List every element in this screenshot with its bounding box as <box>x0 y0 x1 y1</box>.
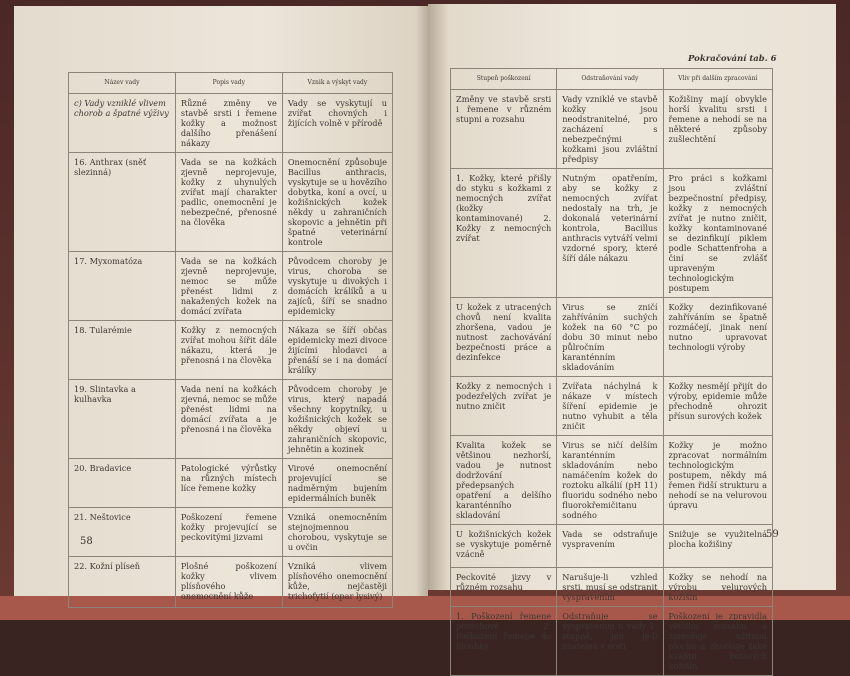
table-row <box>69 508 393 557</box>
table-row <box>69 459 393 508</box>
table-cell: Poškození řemene kožky projevující se peckovitými jizvami <box>175 508 282 557</box>
table-row <box>69 380 393 459</box>
table-cell: Plošné poškození kožky vlivem plísňového onemocnění kůže <box>175 557 282 608</box>
table-cell: Vada se na kožkách zjevně neprojevuje, nemoc se může přenést lidmi z nakažených kožek na domácí zvířata <box>175 252 282 321</box>
table-row <box>69 557 393 608</box>
table-cell: Virové onemocnění projevující se nadměrným bujením epidermálních buněk <box>282 459 392 508</box>
table-row <box>451 90 773 169</box>
table-cell: U kožek z utracených chovů není kvalita zhoršena, vadou je nutnost zachovávání bezpečnosti práce a dezinfekce <box>451 298 557 377</box>
table-cell: Nutným opatřením, aby se kožky z nemocných zvířat nedostaly na trh, je dokonalá veterinární kontrola, Bacillus anthracis vytváří velmi vzdorné spory, které šíří dále nákazu <box>557 169 663 298</box>
table-cell: Kožky je možno zpracovat normálním technologickým postupem, někdy má řemen řidší strukturu a nehodí se na velurovou úpravu <box>663 436 773 525</box>
table-row <box>69 153 393 252</box>
table-cell: Poškození je zpravidla většího rozsahu a zmenšuje užitnou plochu a zhoršuje také kvalitu hotových kožišin <box>663 607 773 676</box>
table-cell: Nákaza se šíří občas epidemicky mezi divoce žijícími hlodavci a přenáší se i na domácí králíky <box>282 321 392 380</box>
table-cell: 16. Anthrax (sněť slezinná) <box>69 153 176 252</box>
column-header: Vznik a výskyt vady <box>282 73 392 94</box>
page-number: 58 <box>80 536 93 547</box>
table-cell: Pro práci s kožkami jsou zvláštní bezpečnostní předpisy, kožky z nemocných zvířat je nutno zničit, kožky kontaminované se dezinfikují piklem podle Schattenfroha a činí se zvlášť upraveným technologickým postupem <box>663 169 773 298</box>
column-header: Odstraňování vady <box>557 69 663 90</box>
table-cell: Kožky z nemocných zvířat mohou šířit dále nákazu, která je přenosná i na člověka <box>175 321 282 380</box>
table-cell: c) Vady vzniklé vlivem chorob a špatné výživy <box>69 94 176 153</box>
table-row <box>69 94 393 153</box>
table-cell: Kožky z nemocných i podezřelých zvířat je nutno zničit <box>451 377 557 436</box>
table-row <box>69 321 393 380</box>
table-cell: Zvířata náchylná k nákaze v místech šíření epidemie je nutno vyhubit a těla zničit <box>557 377 663 436</box>
table-header-row <box>451 69 773 90</box>
table-row <box>69 252 393 321</box>
table-cell: Vada se odstraňuje vyspravením <box>557 525 663 568</box>
table-cell: 20. Bradavice <box>69 459 176 508</box>
table-cell: Virus se zničí zahříváním suchých kožek na 60 °C po dobu 30 minut nebo půlročním karanténním skladováním <box>557 298 663 377</box>
column-header: Vliv při dalším zpracování <box>663 69 773 90</box>
table-cell: 21. Neštovice <box>69 508 176 557</box>
table-continuation-label: Pokračování tab. 6 <box>688 54 777 64</box>
table-cell: Onemocnění způsobuje Bacillus anthracis, vyskytuje se u hovězího dobytka, koní a ovcí, u kožišnických kožek někdy u zahraničních skopovic a jehnětin při špatné veterinární kontrole <box>282 153 392 252</box>
column-header: Stupeň poškození <box>451 69 557 90</box>
table-cell: Vzniká onemocněním stejnojmennou chorobou, vyskytuje se u ovčin <box>282 508 392 557</box>
table-cell: Patologické výrůstky na různých místech líce řemene kožky <box>175 459 282 508</box>
table-cell: Narušuje-li vzhled srsti, musí se odstranit vyspravením <box>557 568 663 607</box>
table-cell: Vada není na kožkách zjevná, nemoc se může přenést lidmi na domácí zvířata a je přenosná i na člověka <box>175 380 282 459</box>
table-cell: 1. Poškození řemene povrchové 2. Poškození řemene do hloubky <box>451 607 557 676</box>
table-cell: Virus se ničí delším karanténním skladováním nebo namáčením kožek do roztoku alkálií (pH 11) fluoridu sodného nebo fluorokřemičitanu sodného <box>557 436 663 525</box>
table-row <box>451 298 773 377</box>
table-cell: Kožky dezinfikované zahříváním se špatně rozmáčejí, jinak není nutno upravovat technologii výroby <box>663 298 773 377</box>
table-cell: Vady se vyskytují u zvířat chovných i žijících volně v přírodě <box>282 94 392 153</box>
table-cell: Peckovité jizvy v různém rozsahu <box>451 568 557 607</box>
table-cell: Kožišiny mají obvykle horší kvalitu srsti i řemene a nehodí se na některé způsoby zušlechtění <box>663 90 773 169</box>
table-cell: Původcem choroby je virus, choroba se vyskytuje u divokých i domácích králíků a u zajíců, šíří se snadno epidemicky <box>282 252 392 321</box>
table-cell: 19. Slintavka a kulhavka <box>69 380 176 459</box>
table-cell: 1. Kožky, které přišly do styku s kožkami z nemocných zvířat (kožky kontaminované) 2. Kožky z nemocných zvířat <box>451 169 557 298</box>
column-header: Název vady <box>69 73 176 94</box>
table-cell: Vada se na kožkách zjevně neprojevuje, kožky z uhynulých zvířat mají charakter padlic, onemocnění je nebezpečné, přenosné na člověka <box>175 153 282 252</box>
table-cell: Vzniká vlivem plísňového onemocnění kůže, nejčastěji trichofytií (opar lysivý) <box>282 557 392 608</box>
table-row <box>451 169 773 298</box>
table-cell: Kvalita kožek se většinou nezhorší, vadou je nutnost dodržování předepsaných opatření a delšího karanténního skladování <box>451 436 557 525</box>
table-cell: Změny ve stavbě srsti i řemene v různém stupni a rozsahu <box>451 90 557 169</box>
page-number: 59 <box>766 529 779 540</box>
table-cell: U kožišnických kožek se vyskytuje poměrně vzácně <box>451 525 557 568</box>
table-cell: 17. Myxomatóza <box>69 252 176 321</box>
table-cell: 22. Kožní plíseň <box>69 557 176 608</box>
table-cell: Odstraňuje se vyspravením u vady 1. stupně, jen je-li znatelná v srsti <box>557 607 663 676</box>
column-header: Popis vady <box>175 73 282 94</box>
left-page <box>14 6 428 601</box>
defects-table-right <box>450 68 773 676</box>
table-cell: Vady vzniklé ve stavbě kožky jsou neodstranitelné, pro zacházení s nebezpečnými kožkami jsou zvláštní předpisy <box>557 90 663 169</box>
table-cell: Kožky nesmějí přijít do výroby, epidemie může přechodně ohrozit přísun surových kožek <box>663 377 773 436</box>
table-header-row <box>69 73 393 94</box>
table-row <box>451 377 773 436</box>
table-cell: Původcem choroby je virus, který napadá všechny kopytníky, u kožišnických kožek se někdy objeví u zahraničních skopovic, jehnětin a kozinek <box>282 380 392 459</box>
table-cell: Různé změny ve stavbě srsti i řemene kožky a možnost dalšího přenášení nákazy <box>175 94 282 153</box>
table-row <box>451 436 773 525</box>
table-row <box>451 568 773 607</box>
table-cell: Kožky se nehodí na výrobu velurových kožišin <box>663 568 773 607</box>
table-cell: 18. Tularémie <box>69 321 176 380</box>
table-cell: Snižuje se využitelná plocha kožišiny <box>663 525 773 568</box>
table-row <box>451 525 773 568</box>
defects-table-left <box>68 72 393 608</box>
right-page <box>428 4 836 671</box>
table-row <box>451 607 773 676</box>
